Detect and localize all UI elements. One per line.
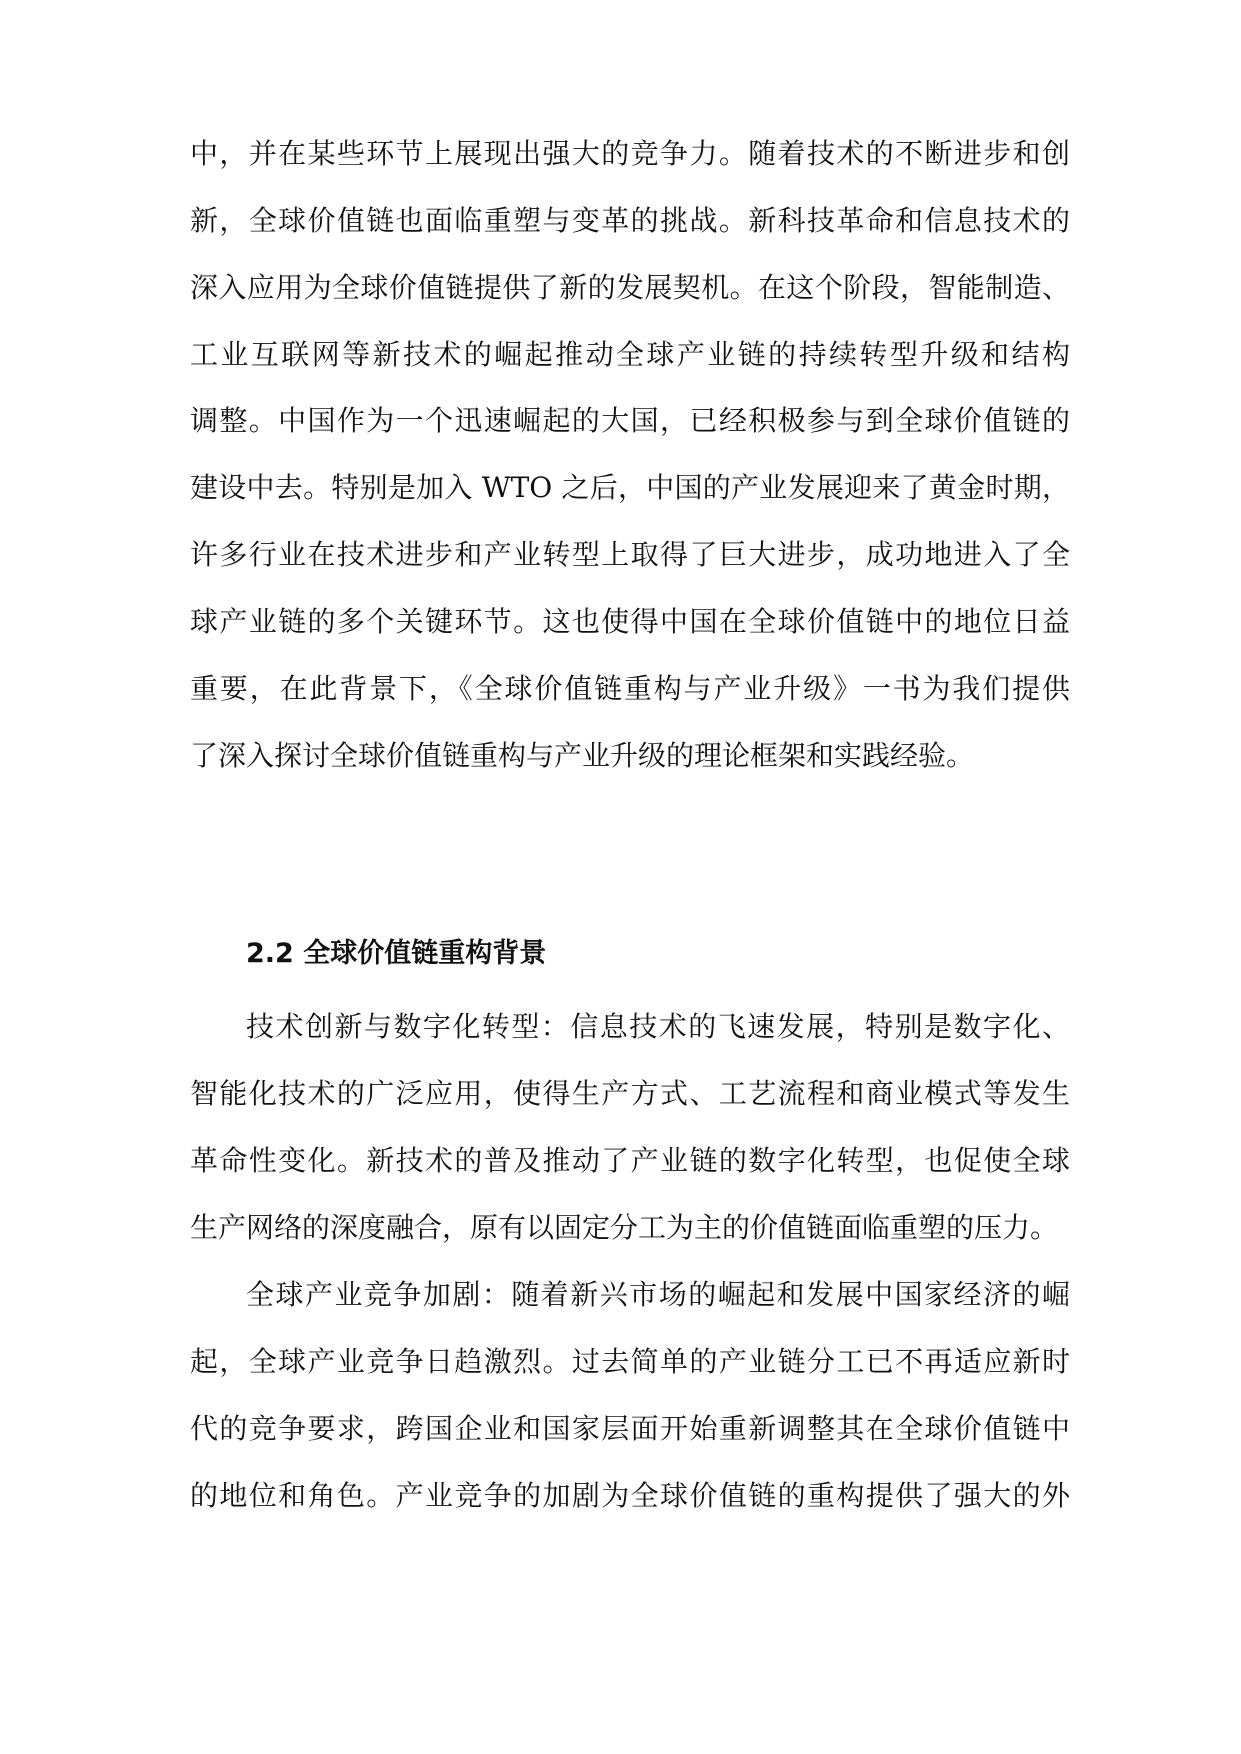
text-line: 许多行业在技术进步和产业转型上取得了巨大进步，成功地进入了全 (190, 538, 1070, 571)
text-line: 生产网络的深度融合，原有以固定分工为主的价值链面临重塑的压力。 (190, 1211, 1059, 1244)
text-line: 智能化技术的广泛应用，使得生产方式、工艺流程和商业模式等发生 (190, 1077, 1070, 1110)
text-line: 了深入探讨全球价值链重构与产业升级的理论框架和实践经验。 (190, 739, 975, 772)
text-line: 全球产业竞争加剧：随着新兴市场的崛起和发展中国家经济的崛 (246, 1278, 1070, 1311)
text-line: 调整。中国作为一个迅速崛起的大国，已经积极参与到全球价值链的 (190, 404, 1070, 437)
text-line: 建设中去。特别是加入 WTO 之后，中国的产业发展迎来了黄金时期， (190, 471, 1070, 504)
section-heading: 2.2 全球价值链重构背景 (246, 938, 547, 969)
text-line: 的地位和角色。产业竞争的加剧为全球价值链的重构提供了强大的外 (190, 1479, 1070, 1512)
text-line: 革命性变化。新技术的普及推动了产业链的数字化转型，也促使全球 (190, 1144, 1070, 1177)
text-line: 起，全球产业竞争日趋激烈。过去简单的产业链分工已不再适应新时 (190, 1345, 1070, 1378)
text-line: 技术创新与数字化转型：信息技术的飞速发展，特别是数字化、 (246, 1010, 1070, 1043)
text-line: 中，并在某些环节上展现出强大的竞争力。随着技术的不断进步和创 (190, 137, 1070, 170)
text-line: 重要，在此背景下，《全球价值链重构与产业升级》一书为我们提供 (190, 672, 1070, 705)
text-line: 工业互联网等新技术的崛起推动全球产业链的持续转型升级和结构 (190, 338, 1070, 371)
text-line: 新，全球价值链也面临重塑与变革的挑战。新科技革命和信息技术的 (190, 204, 1070, 237)
text-line: 深入应用为全球价值链提供了新的发展契机。在这个阶段，智能制造、 (190, 271, 1070, 304)
text-line: 代的竞争要求，跨国企业和国家层面开始重新调整其在全球价值链中 (190, 1412, 1070, 1445)
text-line: 球产业链的多个关键环节。这也使得中国在全球价值链中的地位日益 (190, 605, 1070, 638)
